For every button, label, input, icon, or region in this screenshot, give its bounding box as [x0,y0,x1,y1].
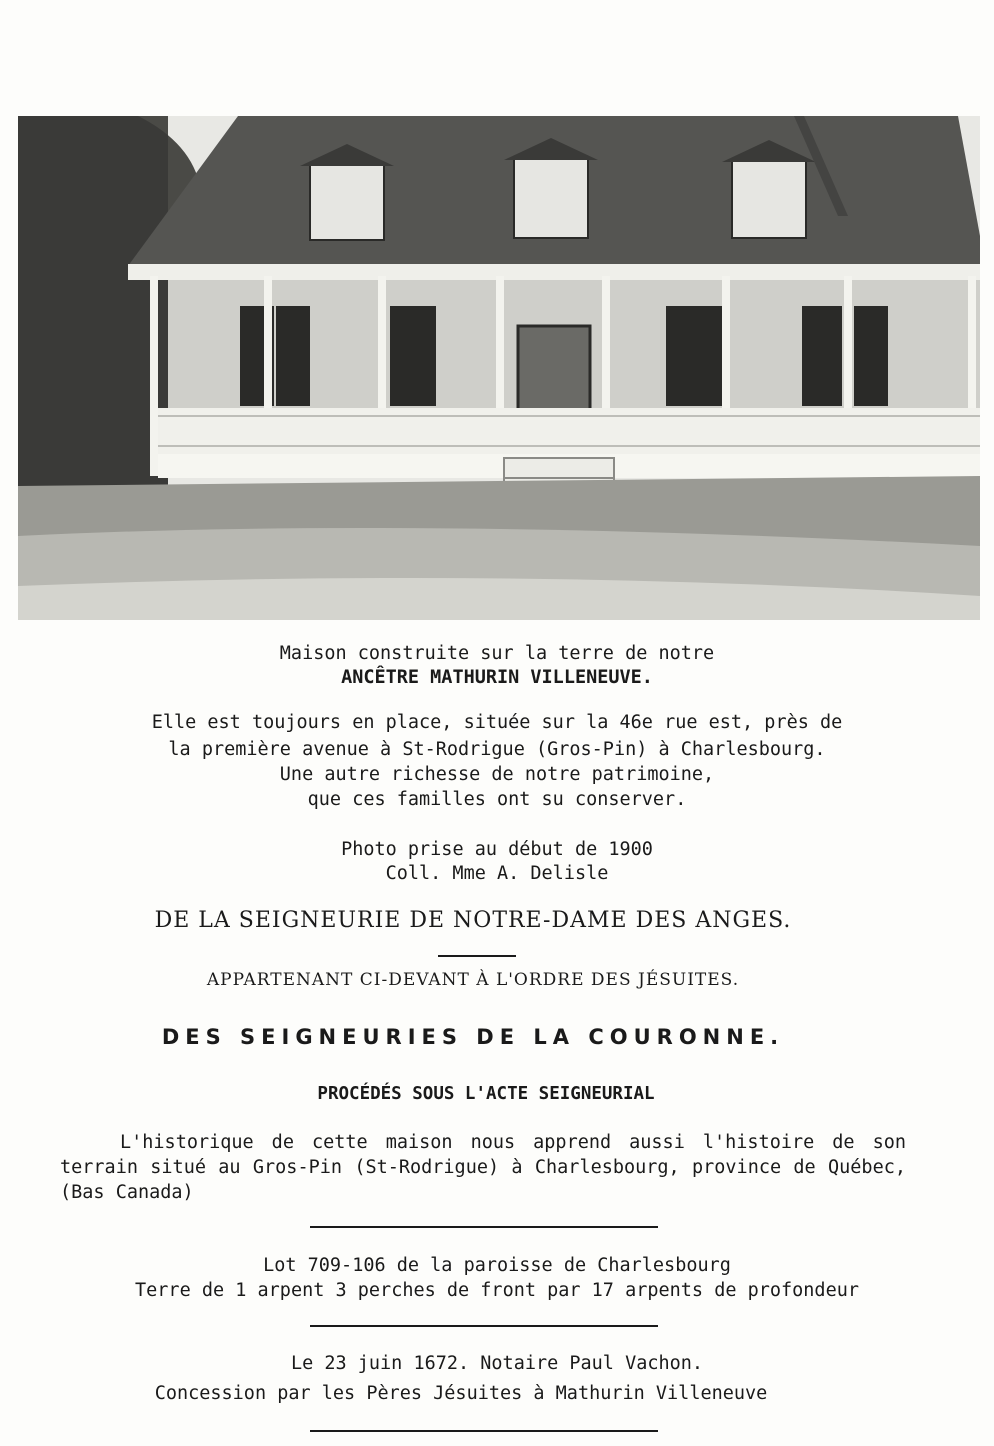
lot-line-2: Terre de 1 arpent 3 perches de front par 17 arpents de profondeur [135,1280,859,1301]
description-line-1: Elle est toujours en place, située sur la 46e rue est, près de [151,712,843,733]
concession-line-1: Le 23 juin 1672. Notaire Paul Vachon. [290,1353,704,1374]
description-line-2: la première avenue à St-Rodrigue (Gros-Pin) à Charlesbourg. [168,739,826,760]
house-illustration [18,116,980,620]
separator-3 [310,1430,658,1432]
concession-line-2: Concession par les Pères Jésuites à Mathurin Villeneuve [154,1383,768,1404]
separator-2 [310,1325,658,1327]
caption-line-2: ANCÊTRE MATHURIN VILLENEUVE. [341,667,653,688]
description-line-4: que ces familles ont su conserver. [307,789,687,810]
house-photo [18,116,980,620]
description-line-3: Une autre richesse de notre patrimoine, [279,764,715,785]
historique-paragraph: L'historique de cette maison nous apprend aussi l'histoire de son terrain situé au Gros-Pin (St-Rodrigue) à Charlesbourg, province de Québec, (Bas Canada) [60,1132,906,1203]
heading-procedes: PROCÉDÉS SOUS L'ACTE SEIGNEURIAL [317,1084,655,1104]
separator-short [438,955,516,957]
caption-line-1: Maison construite sur la terre de notre [279,643,715,664]
credit-line-1: Photo prise au début de 1900 [341,839,653,860]
lot-line-1: Lot 709-106 de la paroisse de Charlesbourg [263,1255,731,1276]
heading-couronne: DES SEIGNEURIES DE LA COURONNE. [161,1025,785,1049]
heading-appartenant: APPARTENANT CI-DEVANT À L'ORDRE DES JÉSUITES. [206,970,740,990]
credit-line-2: Coll. Mme A. Delisle [385,863,609,884]
heading-seigneurie: DE LA SEIGNEURIE DE NOTRE-DAME DES ANGES. [154,908,792,933]
separator-1 [310,1226,658,1228]
